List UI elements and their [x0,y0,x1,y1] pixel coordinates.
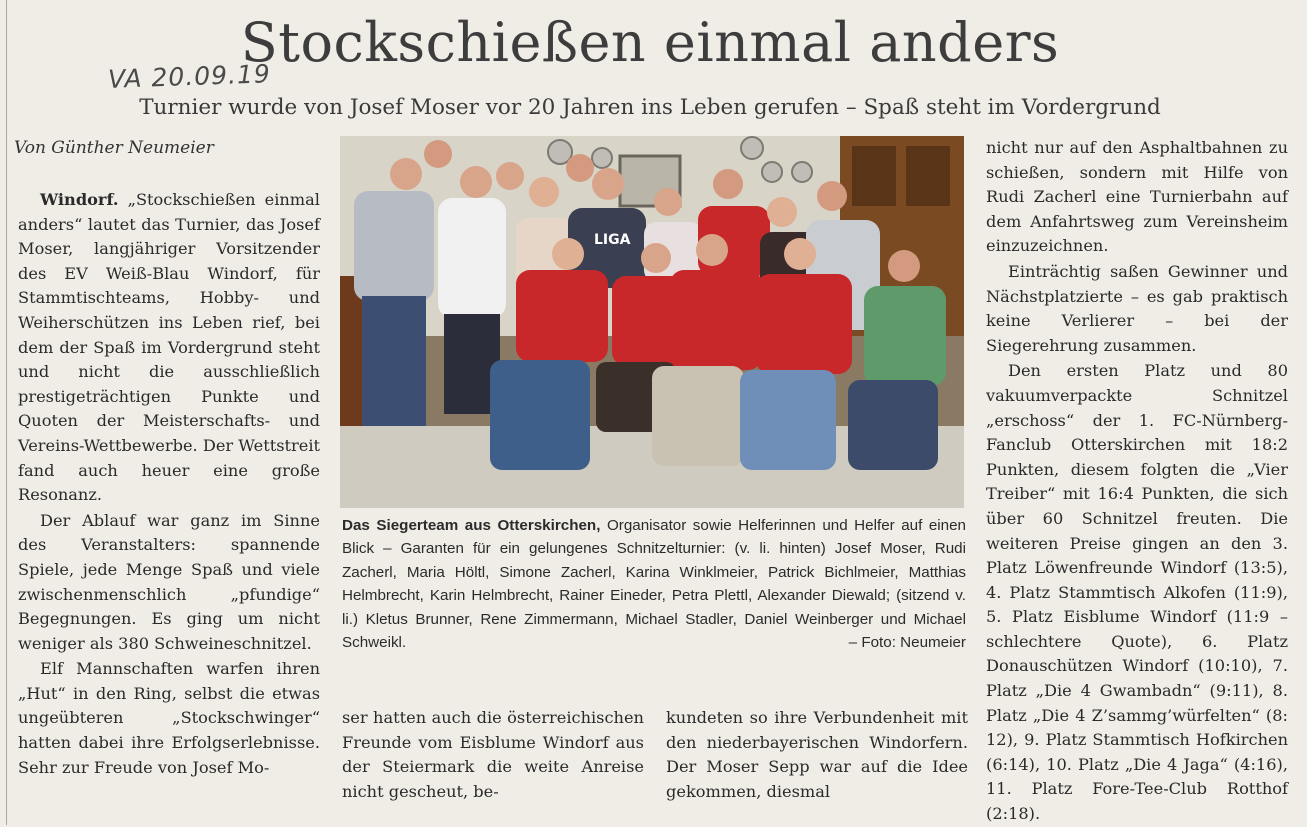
paragraph: ser hatten auch die österreichischen Freunde vom Eisblume Windorf aus der Steiermark die weite Anreise nicht gescheut, be- [342,708,644,801]
wall-plate [762,162,782,182]
article-headline: Stockschießen einmal anders [240,11,1060,74]
paragraph: Elf Mannschaften warfen ihren „Hut“ in den Ring, selbst die etwas ungeübteren „Stockschwinger“ hatten dabei ihre Erfolgserlebnisse. Sehr zur Freude von Josef Mo- [18,659,320,777]
text-column-2 [342,706,644,804]
text-column-1 [18,188,320,780]
cabinet-window [852,146,896,206]
wall-plate [741,137,763,159]
paragraph: kundeten so ihre Verbundenheit mit den niederbayerischen Windorfern. Der Moser Sepp war auf die Idee gekommen, diesmal [666,708,968,801]
paragraph: Der Ablauf war ganz im Sinne des Veranstalters: spannende Spiele, jede Menge Spaß und viele zwischenmenschlich „pfundige“ Begegnungen. Es ging um nicht weniger als 380 Schweineschnitzel. [18,510,320,653]
dateline: Windorf. [40,190,119,209]
wall-plate [592,148,612,168]
shirt-print: LIGA [594,232,631,248]
paragraph [18,188,320,508]
paragraph: Einträchtig saßen Gewinner und Nächstplatzierte – es gab praktisch keine Verlierer – bei der Siegerehrung zusammen. [986,261,1288,355]
caption-lead: Das Siegerteam aus Otterskirchen, [342,517,601,534]
handwritten-date-note: VA 20.09.19 [107,59,272,94]
paragraph: Den ersten Platz und 80 vakuumverpackte Schnitzel „erschoss“ der 1. FC-Nürnberg-Fanclub Otterskirchen mit 18:2 Punkten, diesem folgten die „Vier Treiber“ mit 16:4 Punkten, die sich über 60 Schnitzel freuten. Die weiteren Preise gingen an den 3. Platz Löwenfreunde Windorf (13:5), 4. Platz Stammtisch Alkofen (11:9), 5. Platz Eisblume Windorf (11:9 – schlechtere Quote), 6. Platz Donauschützen Windorf (10:10), 7. Platz „Die 4 Gwambadn“ (9:11), 8. Platz „Die 4 Z’sammg’würfelten“ (8: 12), 9. Platz Stammtisch Hofkirchen (6:14), 10. Platz „Die 4 Jaga“ (4:16), 11. Platz Fore-Tee-Club Rotthof (2:18). [986,361,1288,824]
paragraph: nicht nur auf den Asphaltbahnen zu schießen, sondern mit Hilfe von Rudi Zacherl eine Turnierbahn auf dem Anfahrtsweg zum Vereinsheim einzuzeichnen. [986,138,1288,256]
photo-caption [342,514,966,654]
wall-plate [792,162,812,182]
cabinet-window [906,146,950,206]
text-column-3 [666,706,968,804]
article-subheadline: Turnier wurde von Josef Moser vor 20 Jahren ins Leben gerufen – Spaß steht im Vordergrund [139,95,1161,120]
team-photo [340,136,964,508]
paragraph-text: „Stockschießen einmal anders“ lautet das Turnier, das Josef Moser, langjähriger Vorsitzender des EV Weiß-Blau Windorf, für Stammtischteams, Hobby- und Weiherschützen ins Leben rief, bei dem der Spaß im Vordergrund steht und nicht die ausschließlich prestigeträchtigen Punkte und Quoten der Meisterschafts- und Vereins-Wettbewerbe. Der Wettstreit fand auch heuer eine große Resonanz. [18,190,321,505]
team-photo-illustration [340,136,964,508]
page-edge-line [6,0,7,825]
caption-body: Organisator sowie Helferinnen und Helfer auf einen Blick – Garanten für ein gelungenes Schnitzelturnier: (v. li. hinten) Josef Moser, Rudi Zacherl, Maria Höltl, Simone Zacherl, Karina Winklmeier, Patrick Bichlmeier, Matthias Helmbrecht, Karin Helmbrecht, Rainer Eineder, Petra Plettl, Alexander Diewald; (sitzend v. li.) Kletus Brunner, Rene Zimmermann, Michael Stadler, Daniel Weinberger und Michael Schweikl. [342,517,966,652]
text-column-4 [986,136,1288,827]
photo-credit: – Foto: Neumeier [848,634,966,652]
article-byline: Von Günther Neumeier [14,138,214,158]
